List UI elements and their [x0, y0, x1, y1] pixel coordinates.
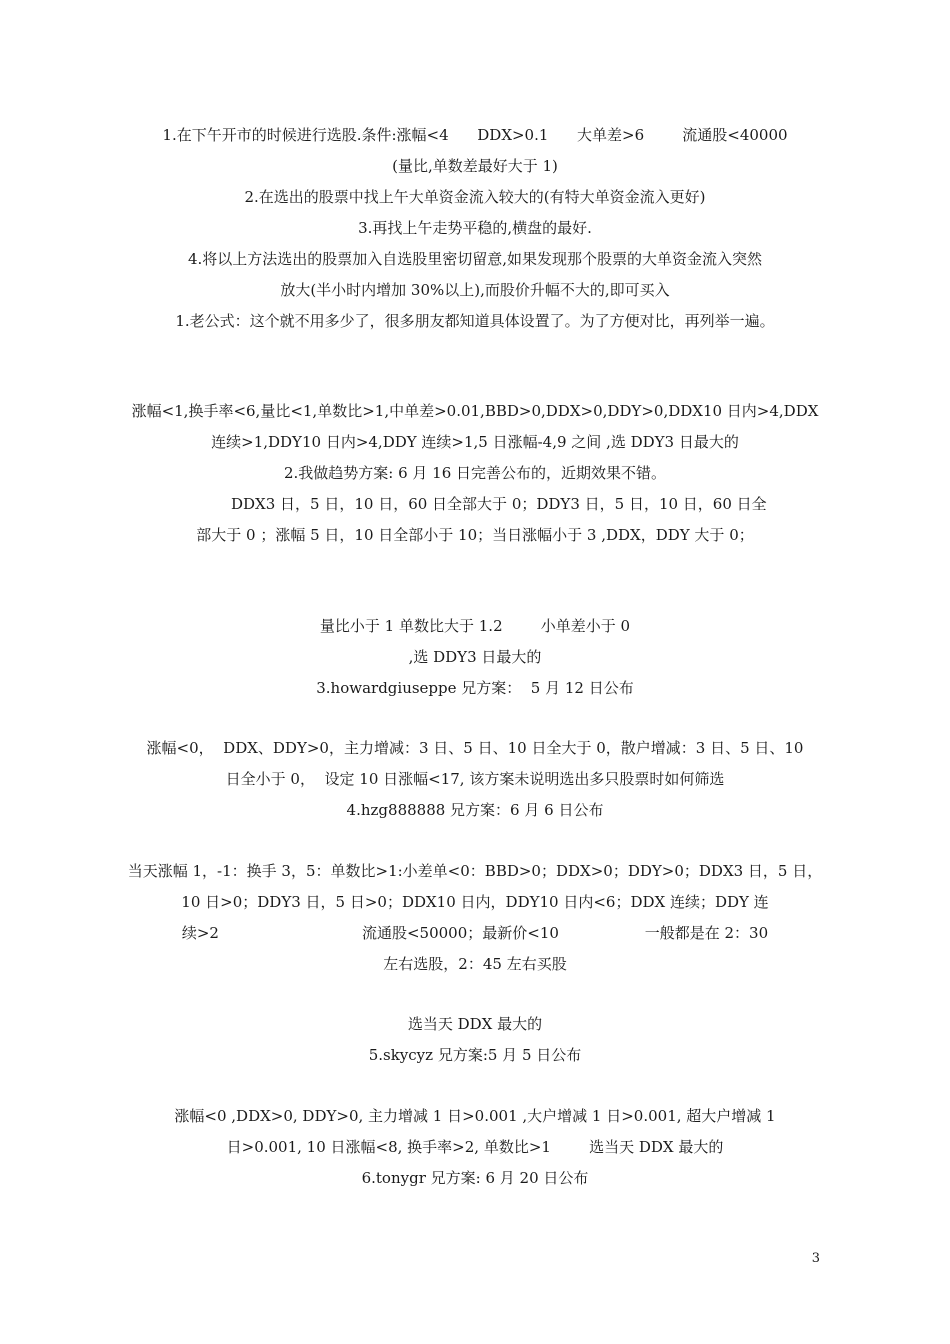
text-line: 3.再找上午走势平稳的,横盘的最好.	[358, 219, 592, 237]
text-line: 涨幅<0， DDX、DDY>0，主力增减：3 日、5 日、10 日全大于 0，散户增减：3 日、5 日、10	[146, 739, 804, 757]
text-line: 连续>1,DDY10 日内>4,DDY 连续>1,5 日涨幅-4,9 之间 ,选 DDY3 日最大的	[211, 433, 739, 451]
text-line: 10 日>0；DDY3 日，5 日>0；DDX10 日内，DDY10 日内<6；DDX 连续；DDY 连	[181, 893, 769, 911]
text-line: ,选 DDY3 日最大的	[408, 648, 542, 666]
text-line: 部大于 0 ；涨幅 5 日，10 日全部小于 10；当日涨幅小于 3 ,DDX，DDY 大于 0；	[196, 526, 754, 544]
text-line: 5.skycyz 兄方案:5 月 5 日公布	[368, 1046, 582, 1064]
text-line: 日全小于 0， 设定 10 日涨幅<17, 该方案未说明选出多只股票时如何筛选	[225, 770, 725, 788]
text-line: 3.howardgiuseppe 兄方案： 5 月 12 日公布	[316, 679, 634, 697]
text-line: 涨幅<1,换手率<6,量比<1,单数比>1,中单差>0.01,BBD>0,DDX>0,DDY>0,DDX10 日内>4,DDX	[131, 402, 819, 420]
text-line: 左右选股，2：45 左右买股	[383, 955, 567, 973]
text-line: (量比,单数差最好大于 1)	[392, 157, 558, 175]
text-line: 选当天 DDX 最大的	[407, 1015, 543, 1033]
page-number: 3	[811, 1251, 820, 1266]
text-line: 6.tonygr 兄方案: 6 月 20 日公布	[361, 1169, 589, 1187]
text-line: 1.在下午开市的时候进行选股.条件:涨幅<4 DDX>0.1 大单差>6 流通股<40000	[162, 126, 788, 144]
text-line: 日>0.001, 10 日涨幅<8, 换手率>2, 单数比>1 选当天 DDX 最大的	[226, 1138, 724, 1156]
text-line: 4.hzg888888 兄方案：6 月 6 日公布	[346, 801, 604, 819]
text-line: 2.在选出的股票中找上午大单资金流入较大的(有特大单资金流入更好)	[244, 188, 706, 206]
text-line: 2.我做趋势方案: 6 月 16 日完善公布的，近期效果不错。	[283, 464, 667, 482]
text-line: 涨幅<0 ,DDX>0, DDY>0, 主力增减 1 日>0.001 ,大户增减 1 日>0.001, 超大户增减 1	[174, 1107, 776, 1125]
text-line: DDX3 日，5 日，10 日，60 日全部大于 0；DDY3 日，5 日，10 日，60 日全	[183, 495, 767, 513]
text-line: 1.老公式：这个就不用多少了，很多朋友都知道具体设置了。为了方便对比，再列举一遍。	[175, 312, 775, 330]
text-line: 当天涨幅 1，-1：换手 3，5：单数比>1:小差单<0：BBD>0；DDX>0；DDY>0；DDX3 日，5 日，	[127, 862, 823, 880]
text-line: 4.将以上方法选出的股票加入自选股里密切留意,如果发现那个股票的大单资金流入突然	[187, 250, 763, 268]
text-line: 续>2 流通股<50000；最新价<10 一般都是在 2：30	[181, 924, 769, 942]
text-line: 放大(半小时内增加 30%以上),而股价升幅不大的,即可买入	[280, 281, 670, 299]
text-line: 量比小于 1 单数比大于 1.2 小单差小于 0	[319, 617, 631, 635]
